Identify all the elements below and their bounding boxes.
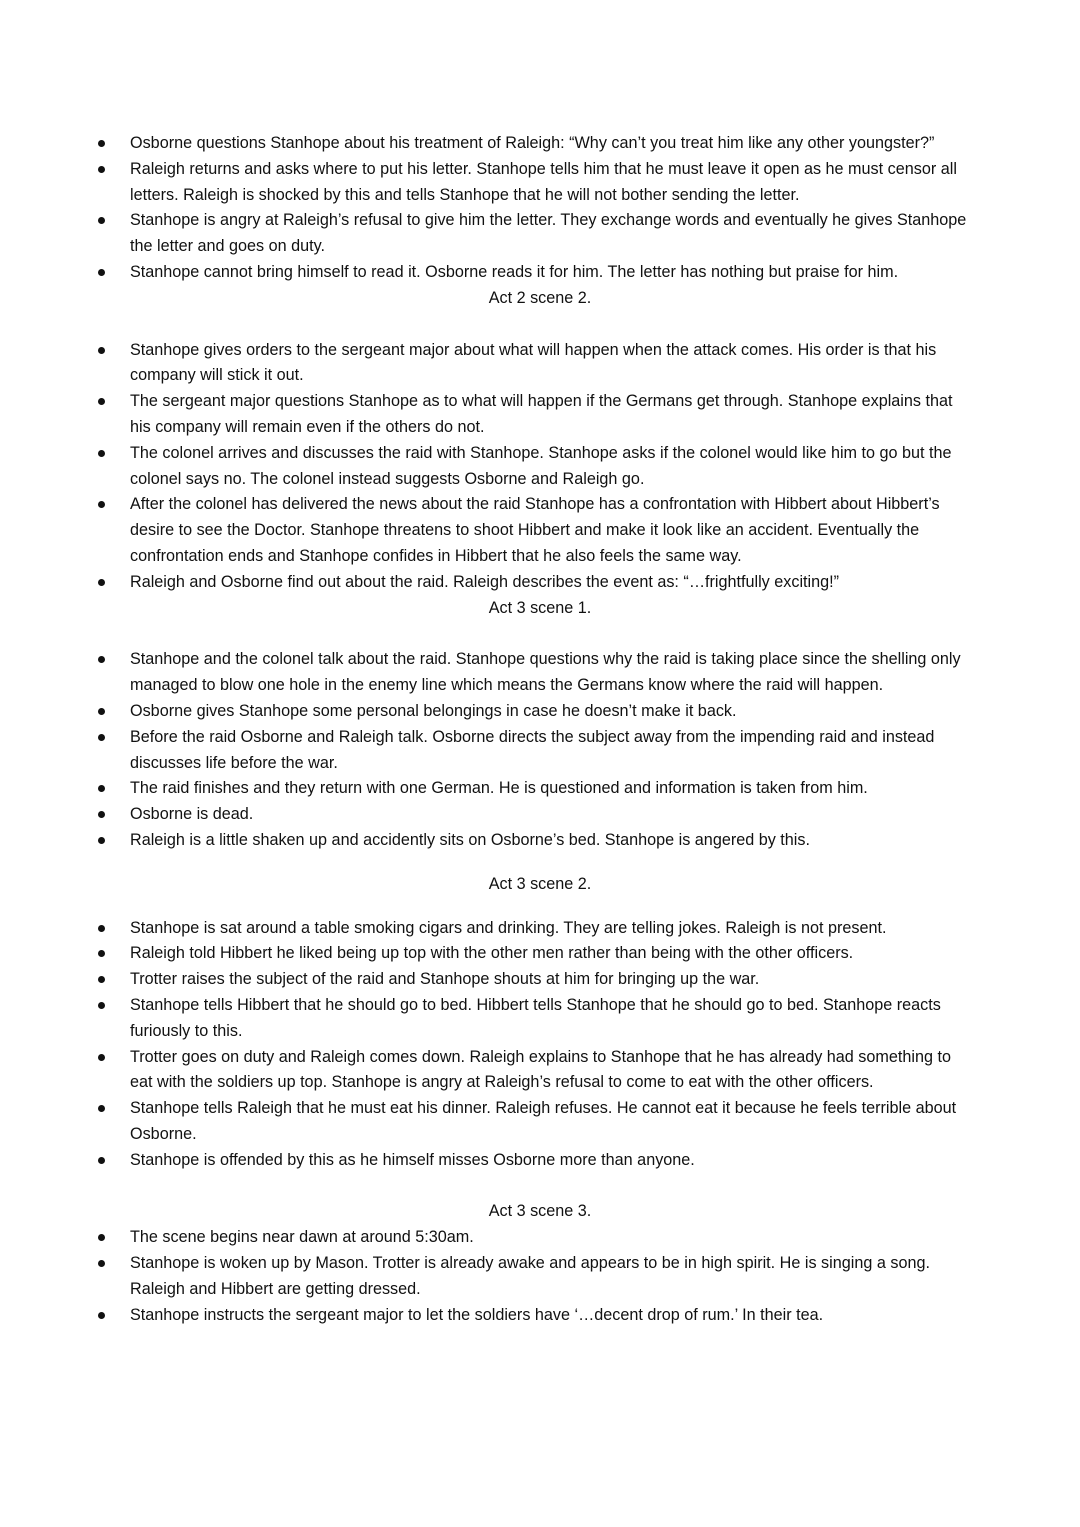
- list-item: Raleigh told Hibbert he liked being up top with the other men rather than being with the other officers.: [0, 941, 1080, 967]
- list-item: Osborne questions Stanhope about his treatment of Raleigh: “Why can’t you treat him like any other youngster?”: [0, 131, 1080, 157]
- list-item: Stanhope instructs the sergeant major to let the soldiers have ‘…decent drop of rum.’ In their tea.: [0, 1303, 1080, 1329]
- list-item: The sergeant major questions Stanhope as to what will happen if the Germans get through. Stanhope explains that his company will remain even if the others do not.: [0, 389, 1080, 441]
- list-item: The scene begins near dawn at around 5:30am.: [0, 1225, 1080, 1251]
- list-item: Raleigh and Osborne find out about the raid. Raleigh describes the event as: “…frightfully exciting!”: [0, 570, 1080, 596]
- list-item: Raleigh returns and asks where to put his letter. Stanhope tells him that he must leave it open as he must censor all letters. Raleigh is shocked by this and tells Stanhope that he will not bother sending the letter.: [0, 157, 1080, 209]
- act3-scene1-list: [0, 647, 1080, 853]
- list-item: Trotter goes on duty and Raleigh comes down. Raleigh explains to Stanhope that he has already had something to eat with the soldiers up top. Stanhope is angry at Raleigh’s refusal to come to eat with the other officers.: [0, 1045, 1080, 1097]
- list-item: Trotter raises the subject of the raid and Stanhope shouts at him for bringing up the war.: [0, 967, 1080, 993]
- list-item: Stanhope tells Raleigh that he must eat his dinner. Raleigh refuses. He cannot eat it because he feels terrible about Osborne.: [0, 1096, 1080, 1148]
- act3-scene2-list: [0, 916, 1080, 1174]
- list-item: Stanhope cannot bring himself to read it. Osborne reads it for him. The letter has nothing but praise for him.: [0, 260, 1080, 286]
- list-item: Stanhope gives orders to the sergeant major about what will happen when the attack comes. His order is that his company will stick it out.: [0, 338, 1080, 390]
- list-item: The raid finishes and they return with one German. He is questioned and information is taken from him.: [0, 776, 1080, 802]
- list-item: The colonel arrives and discusses the raid with Stanhope. Stanhope asks if the colonel would like him to go but the colonel says no. The colonel instead suggests Osborne and Raleigh go.: [0, 441, 1080, 493]
- list-item: Osborne gives Stanhope some personal belongings in case he doesn’t make it back.: [0, 699, 1080, 725]
- list-item: After the colonel has delivered the news about the raid Stanhope has a confrontation with Hibbert about Hibbert’s desire to see the Doctor. Stanhope threatens to shoot Hibbert and make it look like an accident. Eventually the confrontation ends and Stanhope confides in Hibbert that he also feels the same way.: [0, 492, 1080, 569]
- list-item: Before the raid Osborne and Raleigh talk. Osborne directs the subject away from the impending raid and instead discusses life before the war.: [0, 725, 1080, 777]
- list-item: Raleigh is a little shaken up and accidently sits on Osborne’s bed. Stanhope is angered by this.: [0, 828, 1080, 854]
- act3-scene2-heading: Act 3 scene 2.: [488, 874, 592, 893]
- list-item: Stanhope is offended by this as he himself misses Osborne more than anyone.: [0, 1148, 1080, 1174]
- list-item: Stanhope is sat around a table smoking cigars and drinking. They are telling jokes. Raleigh is not present.: [0, 916, 1080, 942]
- list-item: Osborne is dead.: [0, 802, 1080, 828]
- list-item: Stanhope is woken up by Mason. Trotter is already awake and appears to be in high spirit. He is singing a song. Raleigh and Hibbert are getting dressed.: [0, 1251, 1080, 1303]
- section-0-list: [0, 131, 1080, 286]
- list-item: Stanhope tells Hibbert that he should go to bed. Hibbert tells Stanhope that he should go to bed. Stanhope reacts furiously to this.: [0, 993, 1080, 1045]
- act3-scene3-list: [0, 1225, 1080, 1328]
- act2-scene2-heading: Act 2 scene 2.: [488, 288, 592, 307]
- list-item: Stanhope and the colonel talk about the raid. Stanhope questions why the raid is taking place since the shelling only managed to blow one hole in the enemy line which means the Germans know where the raid will happen.: [0, 647, 1080, 699]
- act2-scene2-list: [0, 338, 1080, 596]
- document-page: [0, 131, 1080, 1328]
- act3-scene1-heading: Act 3 scene 1.: [488, 598, 592, 617]
- list-item: Stanhope is angry at Raleigh’s refusal to give him the letter. They exchange words and eventually he gives Stanhope the letter and goes on duty.: [0, 208, 1080, 260]
- act3-scene3-heading: Act 3 scene 3.: [488, 1202, 592, 1221]
